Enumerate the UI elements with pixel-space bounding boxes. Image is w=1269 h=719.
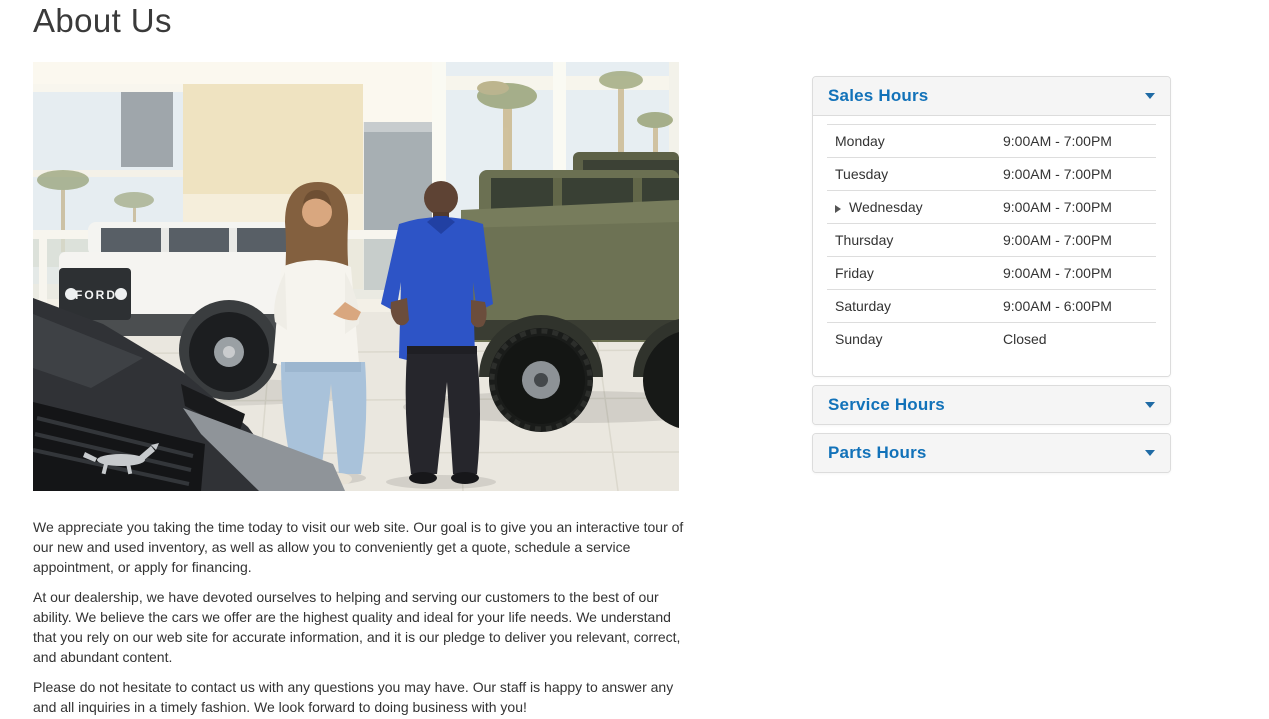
page-title: About Us	[33, 2, 172, 39]
showroom-photo-illustration	[33, 62, 679, 491]
hours-row	[827, 158, 1156, 191]
parts-hours-panel	[812, 433, 1171, 473]
hours-day: Monday	[827, 125, 995, 158]
today-caret-icon	[835, 205, 841, 213]
hours-day: Sunday	[827, 323, 995, 356]
bronco-grille-text: FORD	[75, 288, 117, 302]
sales-hours-body	[813, 116, 1170, 376]
about-paragraph-3: Please do not hesitate to contact us with any questions you may have. Our staff is happy to answer any and all inquiries in a timely fashion. We look forward to doing business with you!	[33, 679, 674, 715]
chevron-down-icon	[1145, 93, 1155, 99]
hours-day: Friday	[827, 257, 995, 290]
service-hours-header[interactable]	[813, 386, 1170, 424]
about-paragraph-1: We appreciate you taking the time today to visit our web site. Our goal is to give you an interactive tour of our new and used inventory, as well as allow you to conveniently get a quote, schedule a service appointment, or apply for financing.	[33, 519, 684, 575]
hours-day: Saturday	[827, 290, 995, 323]
chevron-down-icon	[1145, 450, 1155, 456]
hours-value: 9:00AM - 6:00PM	[995, 290, 1156, 323]
service-hours-panel	[812, 385, 1171, 425]
chevron-down-icon	[1145, 402, 1155, 408]
sales-hours-table	[827, 124, 1156, 355]
about-paragraph-2: At our dealership, we have devoted ourselves to helping and serving our customers to the best of our ability. We believe the cars we offer are the highest quality and ideal for your life needs. We understand that you rely on our web site for accurate information, and it is our pledge to deliver you relevant, correct, and abundant content.	[33, 589, 681, 665]
parts-hours-header[interactable]	[813, 434, 1170, 472]
hours-row	[827, 257, 1156, 290]
hours-row	[827, 125, 1156, 158]
sales-hours-title: Sales Hours	[828, 86, 929, 105]
hours-value: Closed	[995, 323, 1156, 356]
service-hours-title: Service Hours	[828, 395, 945, 414]
hours-value: 9:00AM - 7:00PM	[995, 257, 1156, 290]
hours-accordion	[812, 76, 1171, 481]
sales-hours-panel	[812, 76, 1171, 377]
showroom-photo	[33, 62, 679, 491]
hours-day: Thursday	[827, 224, 995, 257]
about-us-copy	[33, 517, 689, 719]
hours-row	[827, 323, 1156, 356]
parts-hours-title: Parts Hours	[828, 443, 927, 462]
hours-row	[827, 224, 1156, 257]
hours-day: Tuesday	[827, 158, 995, 191]
hours-row	[827, 290, 1156, 323]
sales-hours-header[interactable]	[813, 77, 1170, 116]
hours-day: Wednesday	[827, 191, 995, 224]
hours-value: 9:00AM - 7:00PM	[995, 191, 1156, 224]
hours-value: 9:00AM - 7:00PM	[995, 125, 1156, 158]
hours-value: 9:00AM - 7:00PM	[995, 158, 1156, 191]
hours-value: 9:00AM - 7:00PM	[995, 224, 1156, 257]
hours-row-today	[827, 191, 1156, 224]
